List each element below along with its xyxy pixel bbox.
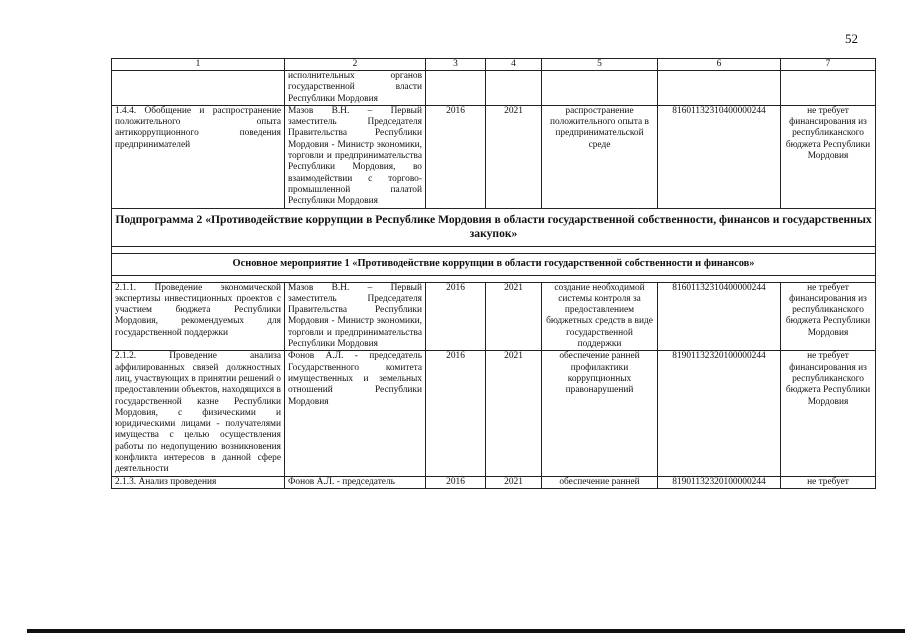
spacer-row [112,275,876,282]
main-event-title: Основное мероприятие 1 «Противодействие коррупции в области государственной собственности и финансов» [112,253,876,275]
activity-cell: 2.1.3. Анализ проведения [112,476,285,488]
column-number: 2 [285,59,426,71]
start-year-cell: 2016 [426,476,486,488]
result-cell: обеспечение ранней профилактики коррупционных правонарушений [542,351,658,476]
start-year-cell: 2016 [426,282,486,351]
funding-cell: не требует финансирования из республиканского бюджета Республики Мордовия [781,351,876,476]
funding-cell: не требует финансирования из республиканского бюджета Республики Мордовия [781,105,876,208]
result-cell: обеспечение ранней [542,476,658,488]
table-row-1-4-4 [112,105,876,208]
page-number: 52 [845,31,858,46]
code-cell: 81901132320100000244 [658,351,781,476]
activity-cell [112,71,285,106]
code-cell: 81601132310400000244 [658,282,781,351]
subprogram-title: Подпрограмма 2 «Противодействие коррупции в Республике Мордовия в области государственной собственности, финансов и государственных закупок» [112,208,876,246]
column-number: 7 [781,59,876,71]
funding-cell: не требует [781,476,876,488]
code-cell: 81901132320100000244 [658,476,781,488]
table-row-2-1-1 [112,282,876,351]
result-cell: распространение положительного опыта в предпринимательской среде [542,105,658,208]
table-row-2-1-3 [112,476,876,488]
activity-cell: 2.1.2. Проведение анализа аффилированных связей должностных лиц, участвующих в принятии решений о предоставлении объектов, находящихся в государственной казне Республики Мордовия, с физическими и юридическими лицами - получателями имущества с целью осуществления работы по недопущению возникновения конфликта интересов в данной сфере деятельности [112,351,285,476]
end-year-cell: 2021 [486,282,542,351]
start-year-cell: 2016 [426,351,486,476]
column-number: 3 [426,59,486,71]
end-year-cell: 2021 [486,351,542,476]
result-cell [542,71,658,106]
main-event-row [112,253,876,275]
result-cell: создание необходимой системы контроля за предоставлением бюджетных средств в виде государственной поддержки [542,282,658,351]
spacer-row [112,246,876,253]
start-year-cell [426,71,486,106]
scan-edge-line [27,629,905,633]
executor-cell: Фонов А.Л. - председатель [285,476,426,488]
measures-table [111,58,876,489]
column-number: 4 [486,59,542,71]
executor-cell: Фонов А.Л. - председатель Государственного комитета имущественных и земельных отношений Республики Мордовия [285,351,426,476]
column-number: 1 [112,59,285,71]
end-year-cell [486,71,542,106]
funding-cell: не требует финансирования из республиканского бюджета Республики Мордовия [781,282,876,351]
funding-cell [781,71,876,106]
executor-cell: исполнительных органов государственной власти Республики Мордовия [285,71,426,106]
code-cell [658,71,781,106]
column-number: 5 [542,59,658,71]
column-number-row [112,59,876,71]
subprogram-row [112,208,876,246]
column-number: 6 [658,59,781,71]
executor-cell: Мазов В.Н. – Первый заместитель Председателя Правительства Республики Мордовия - Министр экономики, торговли и предпринимательства Республики Мордовия [285,282,426,351]
table-row-2-1-2 [112,351,876,476]
end-year-cell: 2021 [486,476,542,488]
activity-cell: 1.4.4. Обобщение и распространение положительного опыта антикоррупционного поведения предпринимателей [112,105,285,208]
table-row-continuation [112,71,876,106]
code-cell: 81601132310400000244 [658,105,781,208]
executor-cell: Мазов В.Н. – Первый заместитель Председателя Правительства Республики Мордовия - Министр экономики, торговли и предпринимательства Республики Мордовия, во взаимодействии с торгово-промышленной палатой Республики Мордовия [285,105,426,208]
end-year-cell: 2021 [486,105,542,208]
activity-cell: 2.1.1. Проведение экономической экспертизы инвестиционных проектов с участием бюджета Республики Мордовия, рекомендуемых для государственной поддержки [112,282,285,351]
start-year-cell: 2016 [426,105,486,208]
